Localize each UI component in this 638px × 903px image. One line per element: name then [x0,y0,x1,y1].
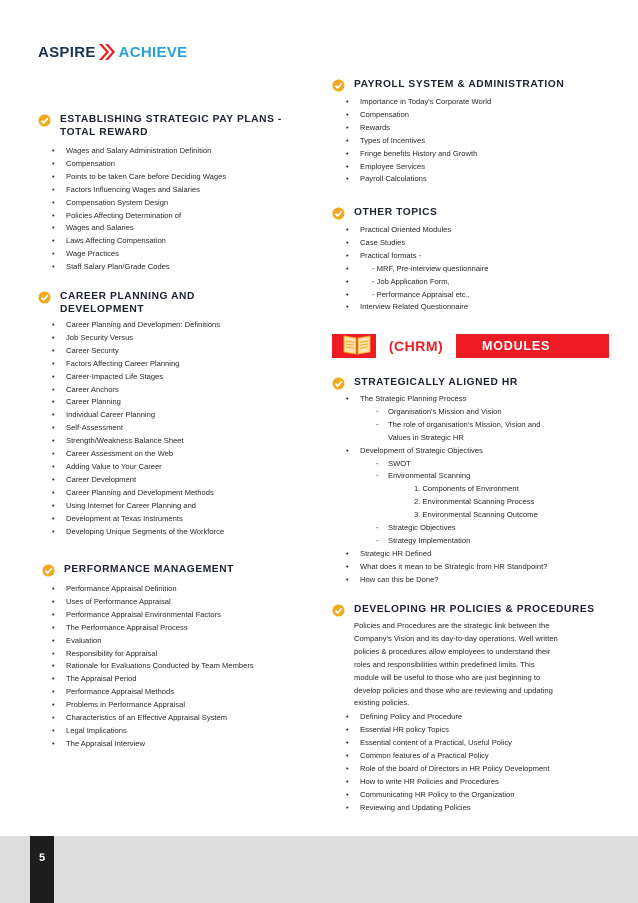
list-item: • Career Development [52,474,137,484]
list-item: • Career Planning and Developmen: Definitions [52,320,221,329]
list-item: • Wages and Salaries [52,223,134,233]
double-chevron-icon [97,43,117,61]
list-item: • - MRF, Pre-interview questionnaire [346,263,489,273]
section-payroll [332,78,607,186]
check-badge-icon [332,79,345,92]
list-subitem: - SWOT [376,458,411,468]
list-item: • Case Studies [346,237,406,247]
list-item: • Problems in Performance Appraisal [52,700,186,710]
check-badge-icon [332,207,345,220]
list-item: • Rewards [346,122,390,132]
list-item: • Wages and Salary Administration Definition [52,146,212,155]
list-numbered-item: 3. Environmental Scanning Outcome [414,510,538,520]
list-item: • Strength/Weakness Balance Sheet [52,436,184,446]
section-title: PAYROLL SYSTEM & ADMINISTRATION [354,79,565,90]
bullet-list [38,583,304,751]
chrm-label: (CHRM) [388,338,444,354]
list-item: • Communicating HR Policy to the Organization [346,789,515,799]
list-item: • Legal Implications [52,725,127,735]
list-item: • Development of Strategic Objectives [346,445,483,455]
section-pay-plans [38,113,300,274]
policies-paragraph: Policies and Procedures are the strategic link between the Company's Vision and its day-to-day operations. Well written policies & procedures allow employees to understand their roles and responsibilities within predefined limits. This module will be useful to those who are just beginning to develop policies and those who are reviewing and updating existing policies. [354,621,558,708]
list-item: • Points to be taken Care before Deciding Wages [52,171,227,181]
list-item: • Career Security [52,345,119,355]
list-item: • Developing Unique Segments of the Workforce [52,526,225,536]
list-item: • Uses of Performance Appraisal [52,596,171,606]
list-item: • Self-Assessment [52,423,123,433]
list-item: • Factors Influencing Wages and Salaries [52,184,200,194]
list-item: • Career-Impacted Life Stages [52,371,164,381]
list-item: • Employee Services [346,161,425,171]
open-book-icon [342,332,372,356]
list-item: • Essential content of a Practical, Useful Policy [346,738,512,748]
list-item: • Defining Policy and Procedure [346,712,463,722]
list-item: • Evaluation [52,635,102,645]
list-item: • Practical Oriented Modules [346,225,452,234]
list-item: • Performance Appraisal Definition [52,584,177,593]
chrm-modules-banner [332,334,609,358]
section-title: OTHER TOPICS [354,207,438,218]
check-badge-icon [38,114,51,127]
list-item: • How can this be Done? [346,574,439,584]
list-subitem: - Environmental Scanning [376,471,471,481]
list-item: • How to write HR Policies and Procedures [346,776,499,786]
list-item: • Staff Salary Plan/Grade Codes [52,262,170,272]
list-numbered-item: 2. Environmental Scanning Process [414,497,535,507]
list-item: • Career Planning and Development Methods [52,487,214,497]
list-item: • Types of Incentives [346,135,426,145]
list-item: • What does it mean to be Strategic from HR Standpoint? [346,561,548,571]
list-item: • Common features of a Practical Policy [346,751,489,761]
chrm-label-box [376,334,456,358]
list-item: • Performance Appraisal Methods [52,687,175,697]
section-other-topics [332,206,607,314]
list-item: • Responsibility for Appraisal [52,648,158,658]
bullet-list [332,96,607,186]
page-number: 5 [30,836,54,903]
list-subitem: - Strategic Objectives [376,523,456,533]
section-title: ESTABLISHING STRATEGIC PAY PLANS - TOTAL REWARD [60,114,282,138]
check-badge-icon [38,291,51,304]
section-career-planning [38,290,300,538]
list-item: • Role of the board of Directors in HR Policy Development [346,763,550,773]
list-item: • Fringe benefits History and Growth [346,148,478,158]
list-item: • The Performance Appraisal Process [52,622,188,632]
section-strategic-hr [332,376,607,587]
list-subitem: Values in Strategic HR [388,432,464,442]
list-item: • Importance in Today's Corporate World [346,97,492,106]
logo-word-achieve: ACHIEVE [118,43,188,61]
list-item: • Policies Affecting Determination of [52,210,182,220]
list-item: • The Appraisal Interview [52,738,145,748]
list-numbered-item: 1. Components of Environment [414,484,519,494]
page-footer [0,836,638,903]
list-item: • Rationale for Evaluations Conducted by Team Members [52,661,254,671]
list-item: • Using Internet for Career Planning and [52,500,197,510]
bullet-list [332,224,607,314]
bullet-list [38,319,300,538]
list-item: • Interview Related Questionnaire [346,302,469,312]
list-item: • Individual Career Planning [52,410,156,420]
list-item: • Compensation [346,109,409,119]
list-item: • The Appraisal Period [52,674,137,684]
list-item: • Compensation System Design [52,197,169,207]
section-title: CAREER PLANNING AND DEVELOPMENT [60,291,195,315]
list-item: • Wage Practices [52,249,119,259]
check-badge-icon [42,564,55,577]
section-hr-policies [332,603,607,815]
list-item: • Adding Value to Your Career [52,461,162,471]
list-item: • Development at Texas Instruments [52,513,183,523]
modules-label: MODULES [482,339,551,353]
list-item: • - Performance Appraisal etc., [346,289,470,299]
bullet-list [332,393,607,587]
list-item: • Performance Appraisal Environmental Factors [52,609,221,619]
list-subitem: - Organisation's Mission and Vision [376,406,502,416]
list-item: • Job Security Versus [52,332,134,342]
bullet-list [332,711,607,814]
list-item: • Characteristics of an Effective Appraisal System [52,713,228,723]
check-badge-icon [332,377,345,390]
section-performance-management [42,563,304,751]
list-item: • The Strategic Planning Process [346,394,467,403]
list-item: • Strategic HR Defined [346,548,432,558]
bullet-list [38,145,300,274]
list-item: • Compensation [52,158,115,168]
list-item: • Career Anchors [52,384,119,394]
list-item: • Factors Affecting Career Planning [52,358,180,368]
list-item: • Career Assessment on the Web [52,449,174,459]
section-title: PERFORMANCE MANAGEMENT [64,564,234,575]
section-title: DEVELOPING HR POLICIES & PROCEDURES [354,604,595,615]
list-subitem: - The role of organisation's Mission, Vision and [376,419,541,429]
logo-word-aspire: ASPIRE [38,43,96,61]
section-title: STRATEGICALLY ALIGNED HR [354,377,518,388]
list-item: • Essential HR policy Topics [346,725,449,735]
brand-logo [38,42,187,62]
list-item: • Payroll Calculations [346,174,427,184]
list-item: • Laws Affecting Compensation [52,236,166,246]
check-badge-icon [332,604,345,617]
list-item: • Career Planning [52,397,121,407]
list-item: • - Job Application Form, [346,276,450,286]
list-item: • Practical formats - [346,250,422,260]
list-subitem: - Strategy Implementation [376,535,471,545]
list-item: • Reviewing and Updating Policies [346,802,471,812]
